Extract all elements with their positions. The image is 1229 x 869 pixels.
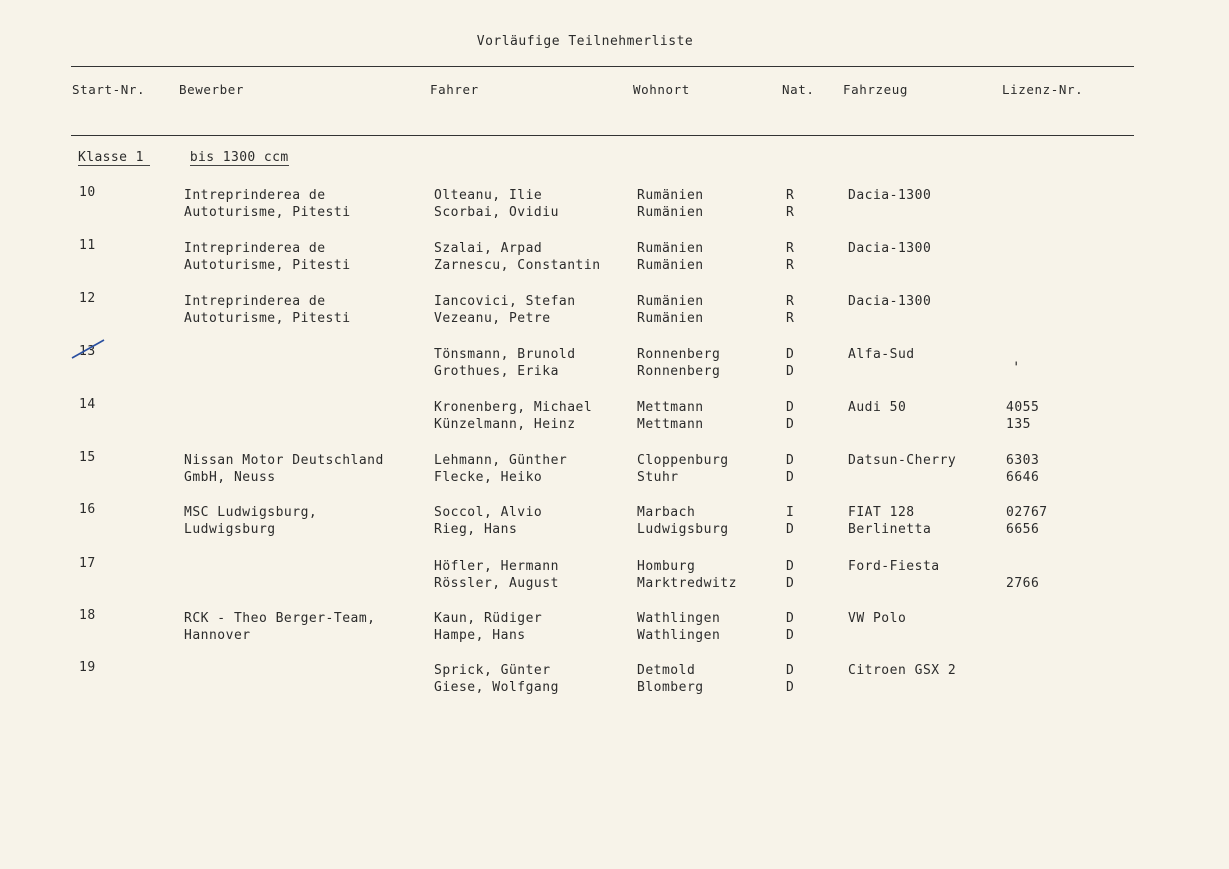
entry-lizenz-line1: 6303 [1006, 453, 1040, 468]
entry-row [0, 398, 1229, 438]
entry-wohnort-line2: Marktredwitz [637, 576, 737, 591]
entry-bewerber-line1: Intreprinderea de [184, 294, 326, 309]
entry-nat-line2: D [786, 628, 795, 643]
entry-fahrzeug-line1: Datsun-Cherry [848, 453, 957, 468]
entry-nat-line2: D [786, 522, 795, 537]
entry-bewerber-line2: Ludwigsburg [184, 522, 276, 537]
column-header-fahrer: Fahrer [430, 82, 479, 97]
entry-wohnort-line2: Mettmann [637, 417, 704, 432]
entry-nat-line2: R [786, 311, 795, 326]
entry-wohnort-line1: Ronnenberg [637, 347, 721, 362]
entry-start-nr: 18 [79, 608, 96, 623]
entry-wohnort-line1: Mettmann [637, 400, 704, 415]
entry-wohnort-line1: Cloppenburg [637, 453, 729, 468]
entry-lizenz-line2: 6656 [1006, 522, 1040, 537]
entry-fahrer-line1: Soccol, Alvio [434, 505, 543, 520]
entry-nat-line2: D [786, 576, 795, 591]
entry-wohnort-line1: Rumänien [637, 188, 704, 203]
entry-nat-line2: D [786, 364, 795, 379]
entry-nat-line1: D [786, 347, 795, 362]
entry-lizenz-line1: 02767 [1006, 505, 1048, 520]
entry-fahrzeug-line1: Ford-Fiesta [848, 559, 940, 574]
entry-fahrzeug-line1: Audi 50 [848, 400, 907, 415]
entry-wohnort-line2: Rumänien [637, 258, 704, 273]
entry-fahrer-line2: Rieg, Hans [434, 522, 518, 537]
document-title: Vorläufige Teilnehmerliste [476, 34, 694, 49]
entry-nat-line1: R [786, 241, 795, 256]
entry-wohnort-line1: Detmold [637, 663, 696, 678]
header-top-rule [71, 66, 1134, 67]
entry-lizenz-line2: 6646 [1006, 470, 1040, 485]
entry-fahrzeug-line1: VW Polo [848, 611, 907, 626]
entry-wohnort-line1: Rumänien [637, 241, 704, 256]
column-header-start-nr: Start-Nr. [72, 82, 146, 97]
entry-fahrer-line1: Szalai, Arpad [434, 241, 543, 256]
class-label: Klasse 1 [78, 150, 150, 166]
entry-fahrzeug-line1: Citroen GSX 2 [848, 663, 957, 678]
entry-fahrer-line1: Sprick, Günter [434, 663, 551, 678]
entry-row [0, 503, 1229, 543]
entry-nat-line1: D [786, 453, 795, 468]
entry-wohnort-line2: Rumänien [637, 205, 704, 220]
entry-bewerber-line1: MSC Ludwigsburg, [184, 505, 318, 520]
entry-wohnort-line2: Wathlingen [637, 628, 721, 643]
handwritten-tick-mark: ' [1012, 360, 1021, 376]
entry-nat-line2: D [786, 417, 795, 432]
entry-fahrzeug-line1: Dacia-1300 [848, 294, 932, 309]
entry-fahrer-line2: Flecke, Heiko [434, 470, 543, 485]
entry-fahrer-line1: Iancovici, Stefan [434, 294, 576, 309]
entry-wohnort-line2: Blomberg [637, 680, 704, 695]
entry-row [0, 345, 1229, 385]
entry-wohnort-line1: Marbach [637, 505, 696, 520]
entry-fahrer-line1: Kronenberg, Michael [434, 400, 593, 415]
entry-fahrer-line2: Rössler, August [434, 576, 559, 591]
entry-row [0, 557, 1229, 597]
entry-nat-line1: I [786, 505, 795, 520]
entry-bewerber-line2: GmbH, Neuss [184, 470, 276, 485]
entry-bewerber-line2: Autoturisme, Pitesti [184, 311, 351, 326]
entry-nat-line1: D [786, 400, 795, 415]
entry-fahrer-line2: Zarnescu, Constantin [434, 258, 601, 273]
entry-wohnort-line2: Ronnenberg [637, 364, 721, 379]
entry-bewerber-line2: Autoturisme, Pitesti [184, 205, 351, 220]
class-range: bis 1300 ccm [189, 150, 289, 165]
entry-row [0, 661, 1229, 701]
entry-nat-line1: D [786, 559, 795, 574]
entry-start-nr: 15 [79, 450, 96, 465]
entry-wohnort-line1: Homburg [637, 559, 696, 574]
entry-nat-line1: R [786, 188, 795, 203]
entry-start-nr: 11 [79, 238, 96, 253]
entry-fahrer-line2: Giese, Wolfgang [434, 680, 559, 695]
entry-row [0, 239, 1229, 279]
entry-nat-line2: D [786, 470, 795, 485]
entry-row [0, 186, 1229, 226]
entry-fahrer-line1: Olteanu, Ilie [434, 188, 543, 203]
entry-wohnort-line1: Wathlingen [637, 611, 721, 626]
entry-nat-line1: D [786, 663, 795, 678]
entry-bewerber-line1: Nissan Motor Deutschland [184, 453, 384, 468]
entry-start-nr: 12 [79, 291, 96, 306]
entry-fahrer-line1: Höfler, Hermann [434, 559, 559, 574]
class-heading [78, 150, 289, 165]
entry-row [0, 451, 1229, 491]
entry-fahrer-line1: Lehmann, Günther [434, 453, 568, 468]
entry-fahrer-line2: Hampe, Hans [434, 628, 526, 643]
entry-fahrzeug-line1: Dacia-1300 [848, 188, 932, 203]
entry-bewerber-line1: Intreprinderea de [184, 241, 326, 256]
handwritten-strikethrough [70, 336, 110, 364]
entry-bewerber-line1: Intreprinderea de [184, 188, 326, 203]
entry-bewerber-line2: Autoturisme, Pitesti [184, 258, 351, 273]
entry-start-nr: 17 [79, 556, 96, 571]
entry-nat-line1: D [786, 611, 795, 626]
entry-start-nr: 14 [79, 397, 96, 412]
entry-wohnort-line1: Rumänien [637, 294, 704, 309]
entry-lizenz-line2: 2766 [1006, 576, 1040, 591]
entry-fahrer-line2: Grothues, Erika [434, 364, 559, 379]
entry-wohnort-line2: Rumänien [637, 311, 704, 326]
entry-fahrer-line2: Künzelmann, Heinz [434, 417, 576, 432]
entry-fahrzeug-line1: Dacia-1300 [848, 241, 932, 256]
column-header-fahrzeug: Fahrzeug [843, 82, 909, 97]
column-header-lizenz: Lizenz-Nr. [1002, 82, 1084, 97]
entry-row [0, 292, 1229, 332]
column-header-bewerber: Bewerber [179, 82, 245, 97]
entry-start-nr: 19 [79, 660, 96, 675]
column-header-wohnort: Wohnort [633, 82, 690, 97]
entry-nat-line2: R [786, 258, 795, 273]
entry-nat-line2: D [786, 680, 795, 695]
entry-fahrzeug-line2: Berlinetta [848, 522, 932, 537]
entry-nat-line2: R [786, 205, 795, 220]
entry-start-nr: 10 [79, 185, 96, 200]
entry-lizenz-line2: 135 [1006, 417, 1031, 432]
header-bottom-rule [71, 135, 1134, 136]
entry-wohnort-line2: Ludwigsburg [637, 522, 729, 537]
entry-fahrer-line1: Kaun, Rüdiger [434, 611, 543, 626]
entry-bewerber-line1: RCK - Theo Berger-Team, [184, 611, 376, 626]
entry-nat-line1: R [786, 294, 795, 309]
entry-start-nr: 16 [79, 502, 96, 517]
entry-fahrer-line2: Vezeanu, Petre [434, 311, 551, 326]
entry-wohnort-line2: Stuhr [637, 470, 679, 485]
column-header-nat: Nat. [782, 82, 815, 97]
entry-start-nr: 13 [79, 344, 96, 359]
entry-fahrzeug-line1: FIAT 128 [848, 505, 915, 520]
entry-lizenz-line1: 4055 [1006, 400, 1040, 415]
entry-bewerber-line2: Hannover [184, 628, 251, 643]
entry-fahrzeug-line1: Alfa-Sud [848, 347, 915, 362]
entry-fahrer-line2: Scorbai, Ovidiu [434, 205, 559, 220]
entry-row [0, 609, 1229, 649]
entry-fahrer-line1: Tönsmann, Brunold [434, 347, 576, 362]
